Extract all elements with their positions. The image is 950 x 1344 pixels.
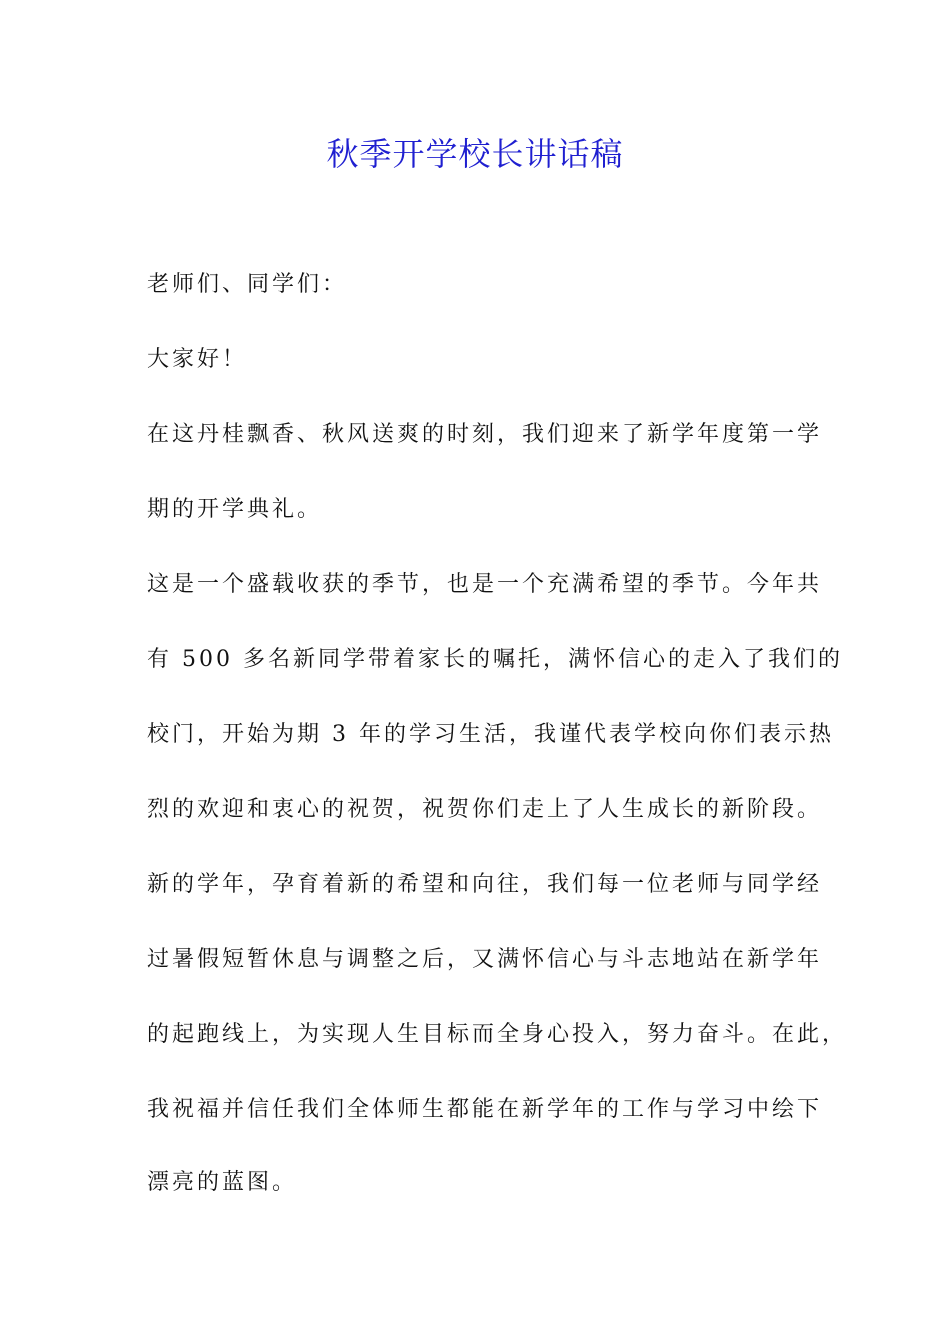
salutation-line: 老师们、同学们： <box>147 272 348 297</box>
paragraph-line: 在这丹桂飘香、秋风送爽的时刻，我们迎来了新学年度第一学 <box>147 422 823 447</box>
greeting-line: 大家好！ <box>147 347 248 372</box>
paragraph-line: 的起跑线上，为实现人生目标而全身心投入，努力奋斗。在此， <box>147 1022 848 1047</box>
page-title: 秋季开学校长讲话稿 <box>326 135 624 173</box>
paragraph-line: 新的学年，孕育着新的希望和向往，我们每一位老师与同学经 <box>147 872 823 897</box>
paragraph-line: 过暑假短暂休息与调整之后，又满怀信心与斗志地站在新学年 <box>147 947 823 972</box>
paragraph-line: 烈的欢迎和衷心的祝贺，祝贺你们走上了人生成长的新阶段。 <box>147 797 823 822</box>
paragraph-line: 我祝福并信任我们全体师生都能在新学年的工作与学习中绘下 <box>147 1097 823 1122</box>
paragraph-line: 期的开学典礼。 <box>147 497 323 522</box>
paragraph-line: 漂亮的蓝图。 <box>147 1170 298 1195</box>
paragraph-line: 有 500 多名新同学带着家长的嘱托，满怀信心的走入了我们的 <box>147 647 843 672</box>
paragraph-line: 这是一个盛载收获的季节，也是一个充满希望的季节。今年共 <box>147 572 823 597</box>
paragraph-line: 校门，开始为期 3 年的学习生活，我谨代表学校向你们表示热 <box>147 722 834 747</box>
